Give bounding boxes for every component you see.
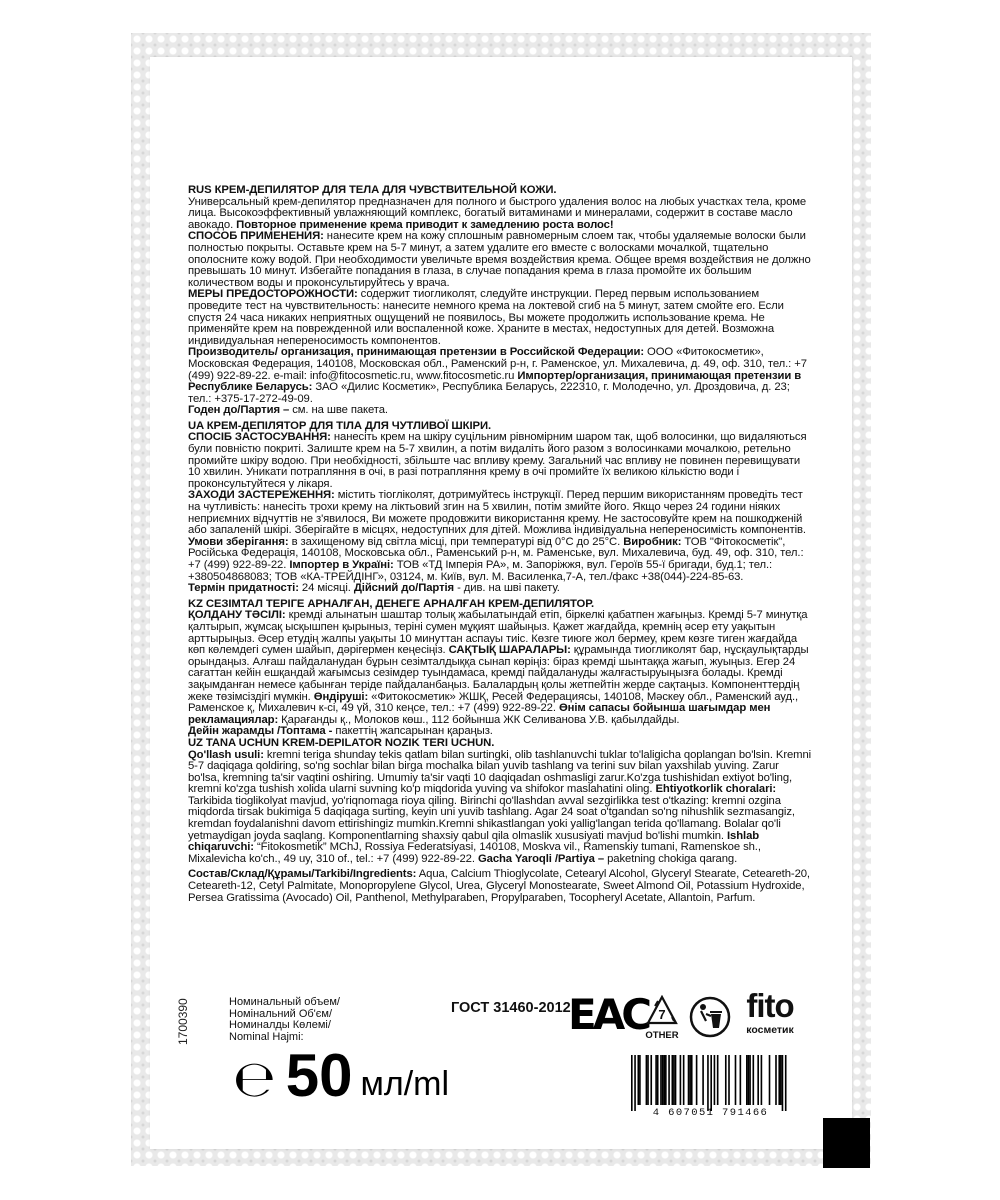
ua-section bbox=[188, 421, 813, 595]
uz-section bbox=[188, 738, 813, 866]
barcode-bar bbox=[782, 1055, 784, 1111]
ua-importer-label: Імпортер в Україні: bbox=[289, 559, 394, 571]
tidyman-bin-icon bbox=[689, 996, 731, 1038]
fito-cosmetic-logo bbox=[735, 988, 805, 1036]
nominal-label-ua: Номінальний Об'єм/ bbox=[229, 1007, 333, 1020]
barcode-digits: 4 607051 791466 bbox=[652, 1107, 769, 1119]
barcode-bar bbox=[655, 1055, 657, 1105]
barcode-bar bbox=[663, 1055, 665, 1105]
uz-title: UZ TANA UCHUN KREM-DEPILATOR NOZIK TERI UCHUN. bbox=[188, 736, 495, 749]
barcode-bar bbox=[634, 1055, 636, 1111]
barcode-bar bbox=[662, 1055, 664, 1105]
barcode-bar bbox=[691, 1055, 693, 1105]
ua-shelf-label: Термін придатності: bbox=[188, 582, 299, 595]
barcode-bar bbox=[639, 1055, 641, 1105]
ua-importer-text: ТОВ «ТД Імперія РА», м. Запоріжжя, вул. Героїв 55-ї бригади, буд.1; тел.: +380504868083; ТОВ «КА-ТРЕЙДІНГ», 03124, м. Київ, вул. М. Василенка,7-А, тел./факс +38(044)-224-85-63. bbox=[188, 559, 773, 583]
ingredients-text: Aqua, Calcium Thioglycolate, Cetearyl Alcohol, Glyceryl Stearate, Ceteareth-20, Ceteareth-12, Cetyl Palmitate, Monopropylene Glycol, Urea, Glyceryl Monostearate, Sweet Almond Oil, Potassium Hydroxide, Persea Gratissima (Avocado) Oil, Panthenol, Methylparaben, Propylparaben, Tocopheryl Acetate, Allantoin, Parfum. bbox=[188, 868, 810, 904]
kz-claims-label: Өнім сапасы бойынша шағымдар мен рекламациялар: bbox=[188, 702, 771, 726]
barcode-bar bbox=[728, 1055, 730, 1105]
barcode-bar bbox=[761, 1055, 763, 1105]
brand-sub: косметик bbox=[746, 1024, 794, 1036]
gost-standard: ГОСТ 31460-2012 bbox=[451, 1000, 571, 1016]
ru-importer-label: Импортер/организация, принимающая претензии в Республике Беларусь: bbox=[188, 369, 802, 394]
barcode-bar bbox=[683, 1055, 685, 1105]
instructions-text bbox=[188, 185, 813, 904]
ua-title: UA КРЕМ-ДЕПІЛЯТОР ДЛЯ ТІЛА ДЛЯ ЧУТЛИВОЇ ШКІРИ. bbox=[188, 419, 491, 432]
kz-title: KZ СЕЗІМТАЛ ТЕРІГЕ АРНАЛҒАН, ДЕНЕГЕ АРНАЛҒАН КРЕМ-ДЕПИЛЯТОР. bbox=[188, 597, 595, 610]
barcode-bar bbox=[668, 1055, 670, 1105]
barcode-bar bbox=[707, 1055, 709, 1111]
uz-expiry-text: paketning chokiga qarang. bbox=[604, 852, 738, 865]
ua-batch-label: Дійсний до/Партія bbox=[353, 582, 455, 595]
ua-batch-text: - див. на шві пакету. bbox=[454, 582, 560, 595]
barcode-bar bbox=[710, 1055, 712, 1111]
kz-producer-label: Өндіруші: bbox=[313, 690, 369, 703]
barcode-bar bbox=[746, 1055, 748, 1105]
ua-storage-label: Умови зберігання: bbox=[188, 535, 289, 548]
vertical-code bbox=[176, 985, 236, 1045]
barcode-bar bbox=[775, 1055, 777, 1105]
vertical-code-text: 1700390 bbox=[176, 998, 190, 1045]
barcode-bar bbox=[675, 1055, 677, 1105]
kz-expiry-text: пакеттің жапсарынан қараңыз. bbox=[332, 725, 493, 738]
ru-section bbox=[188, 185, 813, 417]
barcode-bar bbox=[637, 1055, 639, 1105]
barcode-bar bbox=[740, 1055, 742, 1105]
ru-producer-label: Производитель/ организация, принимающая претензии в Российской Федерации: bbox=[188, 346, 644, 359]
barcode-bar bbox=[757, 1055, 759, 1105]
ru-precautions-text: содержит тиогликолят, следуйте инструкции. Перед первым использованием проведите тест на чувствительность: нанесите немного крема на локтевой сгиб на 5 минут, затем смойте его. Если спустя 24 часа никаких неприятных ощущений не появилось, Вы можете продолжить использование крема. Не применяйте крем на поврежденной или воспаленной коже. Храните в местах, недоступных для детей. Возможна индивидуальная непереносимость компонентов. bbox=[188, 288, 784, 347]
ru-expiry-text: см. на шве пакета. bbox=[289, 404, 388, 417]
kz-claims-text: Қарағанды қ., Молоков көш., 112 бойынша ЖК Селиванова У.В. қабылдайды. bbox=[278, 713, 680, 726]
uz-producer-text: “Fitokosmetik” MChJ, Rossiya Federatsiyasi, 140108, Moskva vil., Ramenskiy tumani, Ramenskoe sh., Mixalevicha ko'ch., 49 uy, 310 of., tel.: +7 (499) 922-89-22. bbox=[188, 841, 761, 865]
barcode-bar bbox=[714, 1055, 716, 1105]
kz-method-label: ҚОЛДАНУ ТӘСІЛІ: bbox=[188, 609, 286, 622]
ingredients-section bbox=[188, 869, 813, 904]
barcode-bar bbox=[688, 1055, 690, 1105]
barcode-bar bbox=[778, 1055, 780, 1105]
barcode-bar bbox=[680, 1055, 682, 1105]
recycle-triangle-svg bbox=[645, 995, 679, 1027]
eac-mark-icon: EAC bbox=[568, 990, 649, 1039]
barcode-bar bbox=[665, 1055, 667, 1105]
kz-producer-text: «Фитокосметик» ЖШҚ, Ресей Федерациясы, 140108, Мәскеу обл., Раменский ауд., Раменское қ, Михалевич к-сі, 49 үй, 310 кеңсе, тел.: +7 (499) 922-89-22. bbox=[188, 690, 799, 715]
barcode-bar bbox=[650, 1055, 652, 1105]
ru-title: RUS КРЕМ-ДЕПИЛЯТОР ДЛЯ ТЕЛА ДЛЯ ЧУВСТВИТЕЛЬНОЙ КОЖИ. bbox=[188, 184, 557, 196]
barcode-bar bbox=[672, 1055, 674, 1105]
uz-precautions-label: Ehtiyotkorlik choralari: bbox=[655, 783, 777, 796]
recycle-triangle-icon bbox=[642, 995, 682, 1041]
recycle-number: 7 bbox=[658, 1007, 666, 1022]
recycle-label: OTHER bbox=[645, 1030, 679, 1041]
kz-section bbox=[188, 599, 813, 738]
barcode-bar bbox=[717, 1055, 719, 1105]
barcode-bar bbox=[647, 1055, 649, 1105]
nominal-label-ru: Номинальный объем/ bbox=[229, 996, 340, 1008]
volume-unit: мл/ml bbox=[360, 1065, 450, 1103]
ru-expiry-label: Годен до/Партия – bbox=[188, 404, 290, 417]
uz-expiry-label: Gacha Yaroqli /Partiya – bbox=[477, 852, 605, 865]
kz-method-text: кремді алынатын шаштар толық жабылатындай етіп, біркелкі қабатпен жағыңыз. Кремді 5-7 минутқа қалтырып, жұмсақ ысқышпен қырыныз, теріні сумен мұқият шайыңыз. Қажет жағдайда, кремнің әсер ету уақытын арттырыңыз. Әсер етудің жалпы уақыты 10 минуттан аспауы тиіс. Көзге тиюге жол бермеу, крем көзге тиген жағдайда көп көлемдегі сумен шайып, дәрігермен кеңесіңіз. bbox=[188, 609, 808, 657]
uz-producer-label: Ishlab chiqaruvchi: bbox=[188, 829, 760, 854]
ru-method-text: нанесите крем на кожу сплошным равномерным слоем так, чтобы удаляемые волоски были полностью покрыты. Оставьте крем на 5-7 минут, а затем удалите его вместе с волосками мочалкой, тщательно ополосните кожу водой. При необходимости увеличьте время воздействия крема. Общее время воздействия не должно превышать 10 минут. Избегайте попадания в глаза, в случае попадания крема в глаза промойте их большим количеством воды и проконсультируйтесь у врача. bbox=[188, 230, 811, 289]
barcode-bar bbox=[696, 1055, 698, 1105]
nominal-volume-labels bbox=[229, 997, 340, 1043]
ru-intro: Универсальный крем-депилятор предназначен для полного и быстрого удаления волос на любых участках тела, кроме лица. Высокоэффективный увлажняющий комплекс, богатый витаминами и минералами, содержит в составе масло авокадо. bbox=[188, 195, 807, 231]
ru-importer-text: ЗАО «Дилис Косметик», Республика Беларусь, 222310, г. Молодечно, ул. Дроздовича, д. 23; тел.: +375-17-272-49-09. bbox=[188, 381, 790, 405]
volume-number: 50 bbox=[285, 1042, 353, 1109]
ua-shelf-text: 24 місяці. bbox=[298, 582, 354, 595]
ingredients-label: Состав/Склад/Құрамы/Tarkibi/Ingredients: bbox=[188, 868, 417, 881]
ru-producer-text: ООО «Фитокосметик», Московская Федерация, 140108, Московская обл., Раменский р-н, г. Раменское, ул. Михалевича, д. 49, оф. 310, тел.: +7 (499) 922-89-22. e-mail: info@fitocosmetic.ru, www.fitocosmetic.ru bbox=[188, 346, 807, 382]
barcode-bar bbox=[673, 1055, 675, 1105]
ua-storage-text: в захищеному від світла місці, при температурі від 0°С до 25°С. bbox=[288, 535, 624, 548]
barcode-bar bbox=[631, 1055, 633, 1111]
ua-method-label: СПОСІБ ЗАСТОСУВАННЯ: bbox=[188, 431, 331, 444]
black-square-mark bbox=[823, 1118, 870, 1168]
kz-safety-label: САҚТЫҚ ШАРАЛАРЫ: bbox=[448, 644, 571, 657]
net-volume bbox=[233, 1042, 450, 1109]
ru-precautions-label: МЕРЫ ПРЕДОСТОРОЖНОСТИ: bbox=[188, 288, 358, 301]
barcode-bar bbox=[646, 1055, 648, 1105]
barcode-bar bbox=[735, 1055, 737, 1105]
ua-producer-text: ТОВ "Фітокосметік", Російська Федерація, 140108, Московська обл., Раменський р-н, м. Раменське, вул. Михалевича, буд. 49, оф. 310, тел.: +7 (499) 922-89-22. bbox=[188, 535, 804, 571]
ua-producer-label: Виробник: bbox=[623, 535, 682, 548]
brand-word: fito bbox=[746, 987, 794, 1024]
ua-precautions-text: містить тіогліколят, дотримуйтесь інструкції. Перед першим використанням проведіть тест на чутливість: нанесіть трохи крему на ліктьовий згин на 5 хвилин, потім змийте його. Якщо через 24 години ніяких неприємних відчуттів не з'явилося, Ви можете продовжити використання крему. Не застосовуйте крем на пошкодженій або запаленій шкірі. Зберігайте в місцях, недоступних для дітей. Можлива індивідуальна непереносимість компонентів. bbox=[188, 489, 806, 537]
barcode-bar bbox=[660, 1055, 662, 1105]
uz-precautions-text: Tarkibida tioglikolyat mavjud, yo'riqnomaga rioya qiling. Birinchi qo'llashdan avval sezgirlikka test o'tkazing: kremni ozgina miqdorda tirsak bukimiga 5 daqiqaga surting, keyin uni yuvib tashlang. Agar 24 soat o'tgandan so'ng nihushlik sezmasangiz, kremdan foydalanishni davom ettirishingiz mumkin.Kremni shikastlangan yoki yallig'langan terida qo'llamang. Bolalar qo'li yetmaydigan joyda saqlang. Komponentlarning shaxsiy qabul qila olmaslik xususiyati mavjud bo'lishi mumkin. bbox=[188, 794, 795, 842]
barcode-bar bbox=[749, 1055, 751, 1105]
ru-intro-bold: Повторное применение крема приводит к замедлению роста волос! bbox=[236, 218, 614, 231]
barcode-bar bbox=[780, 1055, 782, 1105]
kz-safety-text: құрамында тиогликолят бар, нұсқаулықтарды орындаңыз. Алғаш пайдаланудан бұрын сезімталдыққа сынап көріңіз: біраз кремді шынтаққа жағып, жуыңыз. Егер 24 сағаттан кейін ешқандай жағымсыз сезімдер туындамаса, кремді пайдалануды жалғастыруыңызға болады. Кремді зақымданған немесе қабынған теріде пайдаланбаңыз. Балалардың қолы жетпейтін жерде сақтаңыз. Компоненттердің жеке төзімсіздігі мүмкін. bbox=[188, 644, 809, 703]
uz-method-label: Qo'llash usuli: bbox=[188, 748, 264, 761]
uz-method-text: kremni teriga shunday tekis qatlam bilan surtingki, olib tashlanuvchi tuklar to'laligicha qoplangan bo'lsin. Kremni 5-7 daqiqaga qoldiring, so'ng sochlar bilan birga mochalka bilan yuvib tashlang va terini suv bilan yaxshilab yuving. Zarur bo'lsa, kremning ta'sir vaqtini oshiring. Umumiy ta'sir vaqti 10 daqiqadan oshmasligi zarur.Ko'zga tushishidan extiyot bo'ling, kremni ko'zga tushish xolida ularni suvning ko'p miqdorida yuving va shifokor maslahatini oling. bbox=[188, 748, 812, 796]
barcode-bar bbox=[689, 1055, 691, 1105]
nominal-label-kz: Номиналды Көлемі/ bbox=[229, 1019, 331, 1032]
barcode-bar bbox=[725, 1055, 727, 1105]
barcode-bar bbox=[748, 1055, 750, 1105]
ua-method-text: нанесіть крем на шкіру суцільним рівномірним шаром так, щоб волосинки, що видаляються були повністю покриті. Залиште крем на 5-7 хвилин, а потім видаліть його разом з волосинками мочалкою, ретельно промийте шкіру водою. При необхідності, збільште час впливу крему. Загальний час впливу не повинен перевищувати 10 хвилин. Уникати потрапляння в очі, в разі потрапляння крему в очі промийте їх великою кількістю води і проконсультуйтеся у лікаря. bbox=[188, 431, 807, 490]
ua-precautions-label: ЗАХОДИ ЗАСТЕРЕЖЕННЯ: bbox=[188, 489, 335, 502]
barcode-bar bbox=[657, 1055, 659, 1105]
barcode-bar bbox=[753, 1055, 755, 1105]
barcode-bar bbox=[702, 1055, 704, 1105]
ru-method-label: СПОСОБ ПРИМЕНЕНИЯ: bbox=[188, 230, 324, 243]
nominal-label-uz: Nominal Hajmi: bbox=[229, 1030, 304, 1043]
barcode-bar bbox=[785, 1055, 787, 1111]
estimated-sign-icon: ℮ bbox=[233, 1050, 276, 1108]
kz-expiry-label: Дейін жарамды /Топтама - bbox=[188, 725, 333, 738]
barcode-bar bbox=[769, 1055, 771, 1105]
